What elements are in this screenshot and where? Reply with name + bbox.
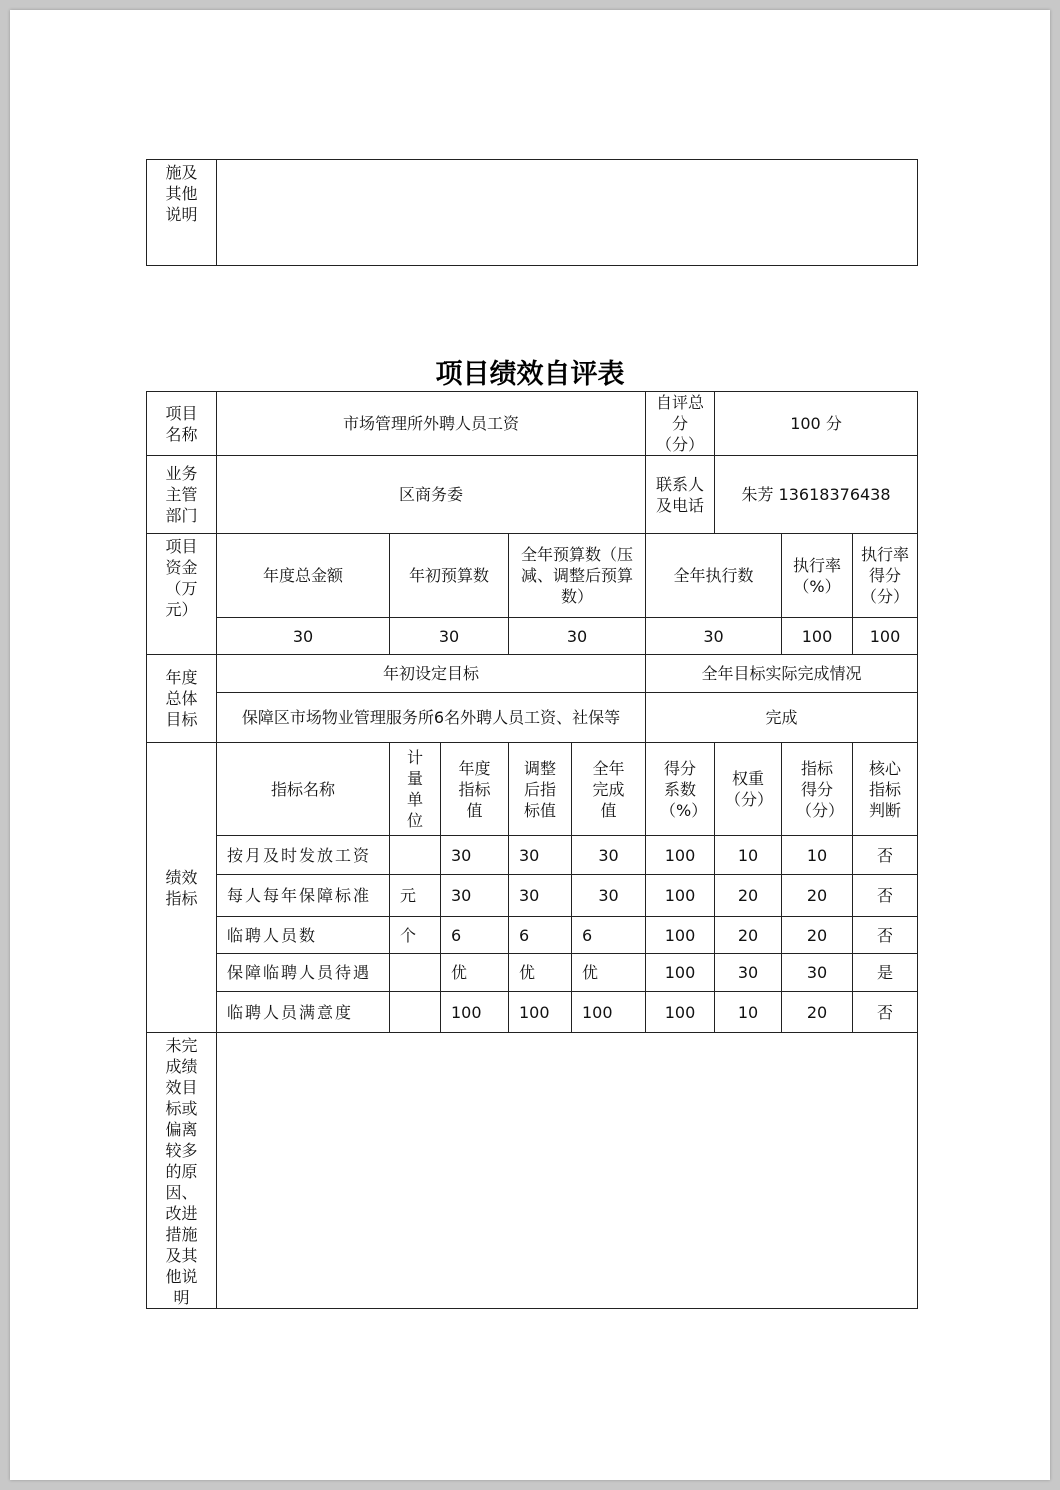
performance-self-evaluation-table (146, 391, 918, 1309)
indicator-unit (390, 954, 441, 992)
indicator-core: 否 (853, 836, 918, 875)
indicator-header: 计量单位 (390, 743, 441, 836)
indicator-score: 20 (782, 917, 853, 954)
indicator-coef: 100 (646, 954, 715, 992)
indicator-name: 临聘人员满意度 (217, 992, 390, 1033)
total-score: 100 分 (715, 392, 918, 456)
indicator-adjusted: 优 (509, 954, 572, 992)
funds-header: 执行率得分（分） (853, 534, 918, 618)
indicator-target: 100 (441, 992, 509, 1033)
funds-value: 100 (782, 618, 853, 655)
indicator-coef: 100 (646, 875, 715, 917)
row-unfinished (147, 1033, 918, 1309)
indicator-target: 6 (441, 917, 509, 954)
table-row (147, 992, 918, 1033)
indicator-name: 保障临聘人员待遇 (217, 954, 390, 992)
funds-header: 年度总金额 (217, 534, 390, 618)
funds-value: 30 (646, 618, 782, 655)
indicator-score: 20 (782, 875, 853, 917)
indicator-coef: 100 (646, 836, 715, 875)
actual-goal: 完成 (646, 693, 918, 743)
initial-goal-header: 年初设定目标 (217, 655, 646, 693)
project-name: 市场管理所外聘人员工资 (217, 392, 646, 456)
fragment-content (217, 160, 918, 266)
indicator-adjusted: 30 (509, 875, 572, 917)
indicator-weight: 20 (715, 875, 782, 917)
indicator-weight: 30 (715, 954, 782, 992)
funds-value: 30 (509, 618, 646, 655)
row-project (147, 392, 918, 456)
indicator-actual: 30 (572, 836, 646, 875)
row-funds-values (147, 618, 918, 655)
indicators-label: 绩效指标 (147, 743, 217, 1033)
project-name-label: 项目名称 (147, 392, 217, 456)
indicator-target: 优 (441, 954, 509, 992)
indicator-name: 每人每年保障标准 (217, 875, 390, 917)
indicator-target: 30 (441, 875, 509, 917)
indicator-name: 临聘人员数 (217, 917, 390, 954)
indicator-unit (390, 992, 441, 1033)
indicator-header: 全年完成值 (572, 743, 646, 836)
indicator-header: 调整后指标值 (509, 743, 572, 836)
row-goal-values (147, 693, 918, 743)
indicator-name: 按月及时发放工资 (217, 836, 390, 875)
indicator-weight: 20 (715, 917, 782, 954)
page-title: 项目绩效自评表 (435, 359, 625, 390)
indicator-header: 指标名称 (217, 743, 390, 836)
row-funds-header (147, 534, 918, 618)
indicator-actual: 6 (572, 917, 646, 954)
contact-value: 朱芳 13618376438 (715, 456, 918, 534)
fragment-label: 施及其他说明 (147, 160, 217, 266)
indicator-unit: 元 (390, 875, 441, 917)
initial-goal: 保障区市场物业管理服务所6名外聘人员工资、社保等 (217, 693, 646, 743)
funds-header: 执行率（%） (782, 534, 853, 618)
annual-goal-label: 年度总体目标 (147, 655, 217, 743)
row-department (147, 456, 918, 534)
indicator-score: 20 (782, 992, 853, 1033)
table-row (147, 836, 918, 875)
indicator-core: 否 (853, 917, 918, 954)
actual-goal-header: 全年目标实际完成情况 (646, 655, 918, 693)
table-row (147, 917, 918, 954)
unfinished-content (217, 1033, 918, 1309)
indicator-coef: 100 (646, 917, 715, 954)
row-indicator-header (147, 743, 918, 836)
indicator-actual: 30 (572, 875, 646, 917)
indicator-adjusted: 30 (509, 836, 572, 875)
indicator-actual: 优 (572, 954, 646, 992)
indicator-actual: 100 (572, 992, 646, 1033)
score-label: 自评总分（分） (646, 392, 715, 456)
indicator-adjusted: 100 (509, 992, 572, 1033)
funds-header: 全年预算数（压减、调整后预算数） (509, 534, 646, 618)
indicator-weight: 10 (715, 992, 782, 1033)
indicator-unit: 个 (390, 917, 441, 954)
table-row (147, 954, 918, 992)
indicator-header: 年度指标值 (441, 743, 509, 836)
indicator-unit (390, 836, 441, 875)
indicator-weight: 10 (715, 836, 782, 875)
funds-value: 30 (217, 618, 390, 655)
department-label: 业务主管部门 (147, 456, 217, 534)
funds-label: 项目资金（万元） (147, 534, 217, 655)
indicator-coef: 100 (646, 992, 715, 1033)
previous-table-fragment (146, 159, 918, 266)
indicator-header: 权重（分） (715, 743, 782, 836)
funds-header: 全年执行数 (646, 534, 782, 618)
contact-label: 联系人及电话 (646, 456, 715, 534)
department-value: 区商务委 (217, 456, 646, 534)
indicator-header: 核心指标判断 (853, 743, 918, 836)
indicator-header: 得分系数（%） (646, 743, 715, 836)
indicator-core: 否 (853, 875, 918, 917)
indicator-core: 否 (853, 992, 918, 1033)
indicator-core: 是 (853, 954, 918, 992)
indicator-target: 30 (441, 836, 509, 875)
unfinished-label: 未完成绩效目标或偏离较多的原因、改进措施及其他说明 (147, 1033, 217, 1309)
funds-value: 100 (853, 618, 918, 655)
table-row (147, 875, 918, 917)
indicator-score: 10 (782, 836, 853, 875)
row-goal-header (147, 655, 918, 693)
funds-value: 30 (390, 618, 509, 655)
indicator-adjusted: 6 (509, 917, 572, 954)
indicator-score: 30 (782, 954, 853, 992)
indicator-header: 指标得分（分） (782, 743, 853, 836)
funds-header: 年初预算数 (390, 534, 509, 618)
